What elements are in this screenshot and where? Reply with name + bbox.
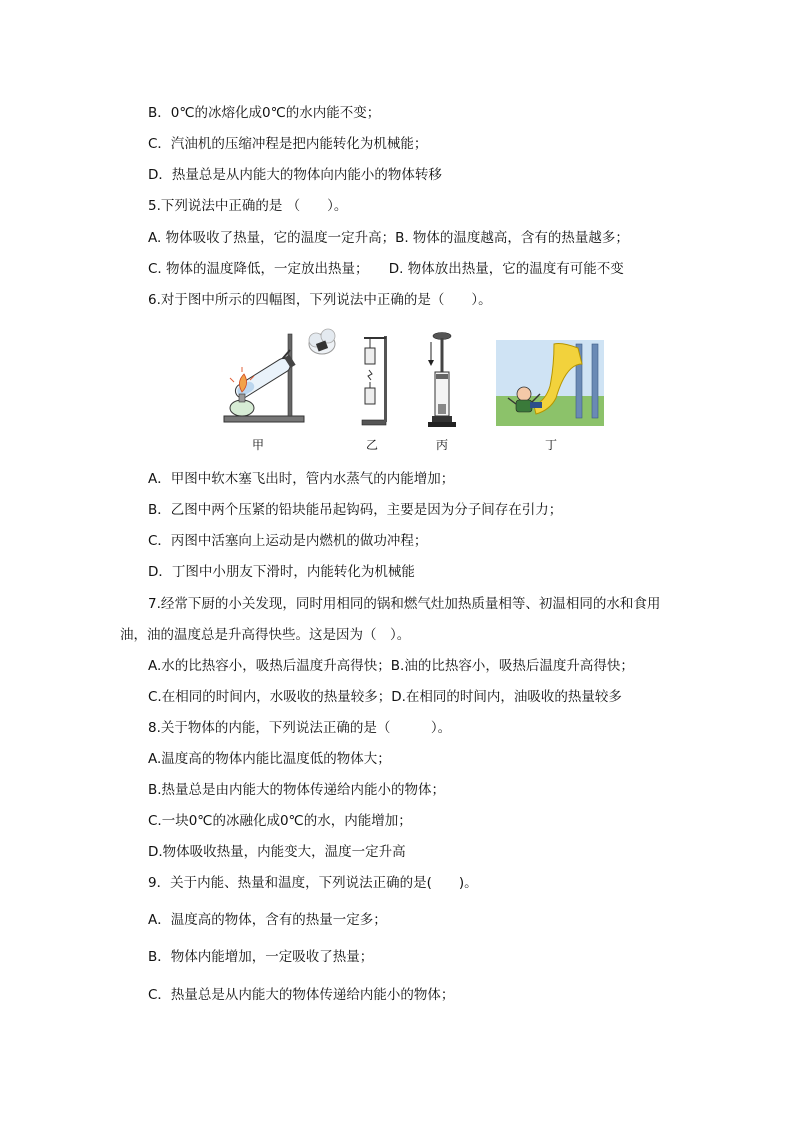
q5-options-line-1: A. 物体吸收了热量，它的温度一定升高；B. 物体的温度越高，含有的热量越多； [148,230,629,246]
figure-ding-slide [496,340,604,426]
q9-stem: 9．关于内能、热量和温度，下列说法正确的是( )。 [148,875,478,891]
q4-option-d: D．热量总是从内能大的物体向内能小的物体转移 [148,167,442,183]
q7-options-line-2: C.在相同的时间内，水吸收的热量较多；D.在相同的时间内，油吸收的热量较多 [148,689,622,705]
figure-label-jia: 甲 [252,438,265,452]
q6-option-a: A．甲图中软木塞飞出时，管内水蒸气的内能增加； [148,471,455,487]
q4-option-c: C．汽油机的压缩冲程是把内能转化为机械能； [148,136,428,152]
q9-option-a: A．温度高的物体，含有的热量一定多； [148,912,387,928]
q6-stem: 6.对于图中所示的四幅图，下列说法中正确的是（ ）。 [148,292,492,308]
q8-option-c: C.一块0℃的冰融化成0℃的水，内能增加； [148,813,412,829]
q8-option-b: B.热量总是由内能大的物体传递给内能小的物体； [148,782,446,798]
q6-option-d: D．丁图中小朋友下滑时，内能转化为机械能 [148,564,415,580]
q6-option-c: C．丙图中活塞向上运动是内燃机的做功冲程； [148,533,428,549]
figure-jia-steam-cork [220,320,336,430]
figure-label-yi: 乙 [366,438,379,452]
q7-options-line-1: A.水的比热容小，吸热后温度升高得快；B.油的比热容小，吸热后温度升高得快； [148,658,634,674]
q7-stem-line-2: 油，油的温度总是升高得快些。这是因为（ ）。 [120,627,411,643]
q8-stem: 8.关于物体的内能，下列说法正确的是（ ）。 [148,720,452,736]
q7-stem-line-1: 7.经常下厨的小关发现，同时用相同的锅和燃气灶加热质量相等、初温相同的水和食用 [148,596,661,612]
figure-bing-fire-piston [422,330,462,430]
q6-option-b: B．乙图中两个压紧的铅块能吊起钩码，主要是因为分子间存在引力； [148,502,563,518]
figure-label-bing: 丙 [436,438,449,452]
q5-stem: 5.下列说法中正确的是 （ ）。 [148,198,348,214]
q4-option-b: B．0℃的冰熔化成0℃的水内能不变； [148,105,381,121]
q5-options-line-2: C. 物体的温度降低，一定放出热量； D. 物体放出热量，它的温度有可能不变 [148,261,624,277]
q8-option-d: D.物体吸收热量，内能变大，温度一定升高 [148,844,406,860]
figure-yi-lead-blocks [356,330,390,430]
q9-option-c: C．热量总是从内能大的物体传递给内能小的物体； [148,987,455,1003]
q9-option-b: B．物体内能增加，一定吸收了热量； [148,949,374,965]
q8-option-a: A.温度高的物体内能比温度低的物体大； [148,751,391,767]
figure-label-ding: 丁 [545,438,558,452]
